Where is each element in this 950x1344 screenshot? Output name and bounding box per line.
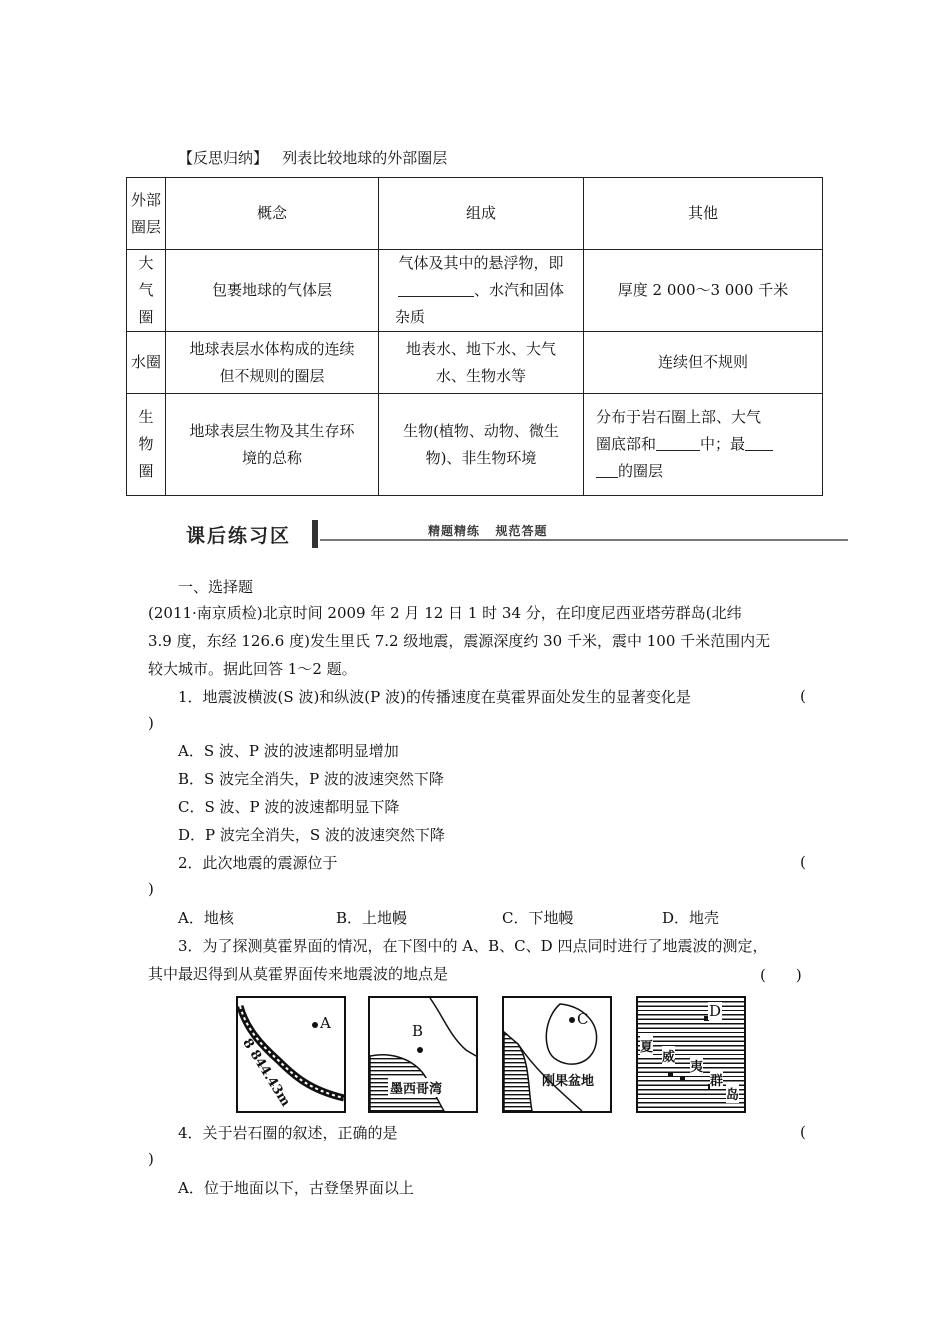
- map-c-drawing: [504, 998, 610, 1111]
- table-cell: 地球表层生物及其生存环 境的总称: [166, 394, 379, 496]
- map-point-label: B: [412, 1022, 424, 1040]
- fill-blank: [596, 462, 618, 478]
- map-a: [236, 996, 346, 1113]
- cell-text: 的圈层: [618, 462, 664, 480]
- table-cell: 水圈: [127, 332, 166, 394]
- question-2-option: D．地壳: [662, 909, 720, 927]
- table-row: [127, 250, 823, 332]
- banner-rule: [320, 539, 848, 541]
- map-c: [502, 996, 612, 1113]
- banner-title: 课后练习区: [186, 525, 292, 547]
- table-cell: 厚度 2 000～3 000 千米: [584, 250, 823, 332]
- question-2-option: C．下地幔: [502, 909, 574, 927]
- table-cell: 连续但不规则: [584, 332, 823, 394]
- cell-line: [596, 431, 816, 458]
- table-header-cell: 组成: [379, 178, 584, 250]
- cell-line: [385, 277, 577, 304]
- map-island-label: 夷: [690, 1056, 703, 1075]
- table-cell: 地球表层水体构成的连续 但不规则的圈层: [166, 332, 379, 394]
- fill-blank: [398, 281, 474, 297]
- map-island-label: 夏: [640, 1036, 653, 1055]
- table-header-cell: 外部 圈层: [127, 178, 166, 250]
- question-1-option: B．S 波完全消失，P 波的波速突然下降: [178, 770, 444, 788]
- table-row: [127, 332, 823, 394]
- question-2-stem: 2．此次地震的震源位于: [178, 854, 338, 872]
- banner-divider: [312, 520, 318, 548]
- fill-blank: [745, 435, 773, 451]
- question-4-option: A．位于地面以下，古登堡界面以上: [178, 1179, 414, 1197]
- intro-line: 3.9 度，东经 126.6 度)发生里氏 7.2 级地震，震源深度约 30 千米，震中 100 千米范围内无: [148, 632, 771, 650]
- map-island-label: 威: [662, 1046, 675, 1065]
- map-point-label: D: [709, 1002, 722, 1020]
- intro-line: (2011·南京质检)北京时间 2009 年 2 月 12 日 1 时 34 分，在印度尼西亚塔劳群岛(北纬: [148, 604, 742, 622]
- map-region-label: 墨西哥湾: [388, 1078, 444, 1097]
- table-cell: 地表水、地下水、大气 水、生物水等: [379, 332, 584, 394]
- table-cell: 生 物 圈: [127, 394, 166, 496]
- answer-paren-close: ): [148, 880, 154, 898]
- map-island-label: 群: [710, 1070, 723, 1089]
- answer-paren-open: (: [800, 853, 806, 871]
- table-header-cell: 概念: [166, 178, 379, 250]
- question-3-stem: 其中最迟得到从莫霍界面传来地震波的地点是: [148, 965, 449, 983]
- map-d: [636, 996, 746, 1113]
- question-1-option: A．S 波、P 波的波速都明显增加: [178, 742, 399, 760]
- table-header-row: [127, 178, 823, 250]
- table-cell: 大 气 圈: [127, 250, 166, 332]
- map-region-label: 刚果盆地: [542, 1074, 595, 1089]
- question-1-option: D．P 波完全消失，S 波的波速突然下降: [178, 826, 445, 844]
- question-4-stem: 4．关于岩石圈的叙述，正确的是: [178, 1124, 398, 1142]
- cell-text: 、水汽和固体: [473, 281, 564, 299]
- map-island-label: 岛: [726, 1084, 739, 1103]
- question-2-option: A．地核: [178, 909, 234, 927]
- table-header-cell: 其他: [584, 178, 823, 250]
- cell-line: 气体及其中的悬浮物，即: [398, 254, 564, 272]
- map-b: [368, 996, 478, 1113]
- question-2-option: B．上地幔: [336, 909, 408, 927]
- answer-paren-close: ): [148, 714, 154, 732]
- comparison-table: [126, 177, 823, 496]
- answer-paren: ( ): [760, 966, 802, 984]
- practice-banner: [178, 517, 848, 551]
- cell-text: 圈底部和: [596, 435, 657, 453]
- table-cell: 包裹地球的气体层: [166, 250, 379, 332]
- banner-subtitle: 精题精练 规范答题: [428, 524, 548, 538]
- map-elevation-label: 8 844.43m: [239, 1036, 293, 1110]
- table-cell: 生物(植物、动物、微生 物)、非生物环境: [379, 394, 584, 496]
- table-cell: [584, 394, 823, 496]
- table-cell: [379, 250, 584, 332]
- section-title: 一、选择题: [178, 578, 254, 596]
- fill-blank: [656, 435, 700, 451]
- answer-paren-open: (: [800, 687, 806, 705]
- cell-text: 中；最: [700, 435, 746, 453]
- answer-paren-open: (: [800, 1123, 806, 1141]
- cell-line: 杂质: [395, 308, 426, 326]
- question-1-option: C．S 波、P 波的波速都明显下降: [178, 798, 400, 816]
- question-3-stem: 3．为了探测莫霍界面的情况，在下图中的 A、B、C、D 四点同时进行了地震波的测定，: [178, 937, 768, 955]
- cell-line: 分布于岩石圈上部、大气: [596, 408, 762, 426]
- question-1-stem: 1．地震波横波(S 波)和纵波(P 波)的传播速度在莫霍界面处发生的显著变化是: [178, 688, 691, 706]
- table-row: [127, 394, 823, 496]
- cell-line: [596, 458, 816, 485]
- map-point-label: A: [320, 1014, 331, 1032]
- answer-paren-close: ): [148, 1150, 154, 1168]
- map-point-label: C: [577, 1010, 589, 1028]
- section-heading: 【反思归纳】 列表比较地球的外部圈层: [178, 149, 448, 167]
- intro-line: 较大城市。据此回答 1～2 题。: [148, 660, 357, 678]
